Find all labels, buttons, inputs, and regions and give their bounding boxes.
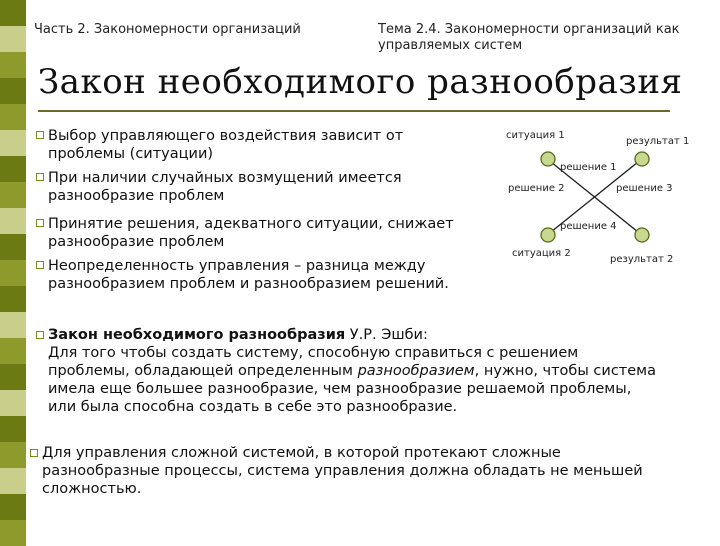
sidebar-square — [0, 364, 26, 390]
label-decision1: решение 1 — [560, 162, 617, 173]
topic-header — [378, 22, 718, 54]
sidebar-square — [0, 26, 26, 52]
label-decision4: решение 4 — [560, 221, 617, 232]
complex-system-paragraph: Для управления сложной системой, в которой протекают сложные разнообразные процессы, система управления должна обладать не меньшей сложностью. — [42, 445, 643, 497]
sidebar-square — [0, 494, 26, 520]
sidebar-square — [0, 182, 26, 208]
sidebar-decoration — [0, 0, 26, 540]
label-result2: результат 2 — [610, 254, 674, 265]
bullet-item: Принятие решения, адекватного ситуации, снижает разнообразие проблем — [48, 216, 454, 250]
sidebar-square — [0, 390, 26, 416]
situation2-node — [541, 228, 555, 242]
law-title: Закон необходимого разнообразия — [48, 327, 346, 343]
label-situation1: ситуация 1 — [506, 130, 565, 141]
bullet-square-icon — [36, 331, 44, 339]
label-situation2: ситуация 2 — [512, 248, 571, 259]
bullet-item: При наличии случайных возмущений имеется разнообразие проблем — [48, 170, 402, 204]
bullet-item: Неопределенность управления – разница между разнообразием проблем и разнообразием решений. — [48, 258, 449, 292]
label-decision2: решение 2 — [508, 183, 565, 194]
label-decision3: решение 3 — [616, 183, 673, 194]
sidebar-square — [0, 208, 26, 234]
sidebar-square — [0, 286, 26, 312]
law-author: У.Р. Эшби: — [345, 327, 428, 343]
law-line: или была способна создать в себе это разнообразие. — [48, 399, 458, 415]
sidebar-square — [0, 260, 26, 286]
sidebar-square — [0, 442, 26, 468]
result1-node — [635, 152, 649, 166]
title-divider — [38, 110, 670, 112]
section-header: Часть 2. Закономерности организаций — [34, 22, 301, 37]
bullet-square-icon — [36, 261, 44, 269]
sidebar-square — [0, 312, 26, 338]
sidebar-square — [0, 520, 26, 546]
sidebar-square — [0, 104, 26, 130]
sidebar-square — [0, 234, 26, 260]
sidebar-square — [0, 78, 26, 104]
bullet-item: Выбор управляющего воздействия зависит от проблемы (ситуации) — [48, 128, 404, 162]
bullet-square-icon — [36, 131, 44, 139]
result2-node — [635, 228, 649, 242]
topic-header-line2: управляемых систем — [378, 38, 523, 53]
sidebar-square — [0, 338, 26, 364]
topic-header-line1: Тема 2.4. Закономерности организаций как — [378, 22, 680, 37]
sidebar-square — [0, 468, 26, 494]
law-line: имела еще большее разнообразие, чем разнообразие решаемой проблемы, — [48, 381, 632, 397]
sidebar-square — [0, 0, 26, 26]
sidebar-square — [0, 156, 26, 182]
bullet-square-icon — [36, 219, 44, 227]
slide-title: Закон необходимого разнообразия — [38, 62, 683, 102]
situation1-node — [541, 152, 555, 166]
label-result1: результат 1 — [626, 136, 690, 147]
decision-diagram — [490, 120, 715, 280]
law-paragraph: Закон необходимого разнообразия У.Р. Эшби: Для того чтобы создать систему, способную справиться с решением проблемы, обладающей определенным разнообразием, нужно, чтобы система имела еще большее разнообразие, чем разнообразие решаемой проблемы, или была способна создать в себе это разнообразие. — [48, 326, 716, 416]
law-emphasis: разнообразием — [357, 363, 475, 379]
bullet-square-icon — [36, 173, 44, 181]
law-line: Для того чтобы создать систему, способную справиться с решением — [48, 345, 579, 361]
bullet-square-icon — [30, 449, 38, 457]
sidebar-square — [0, 416, 26, 442]
sidebar-square — [0, 52, 26, 78]
sidebar-square — [0, 130, 26, 156]
